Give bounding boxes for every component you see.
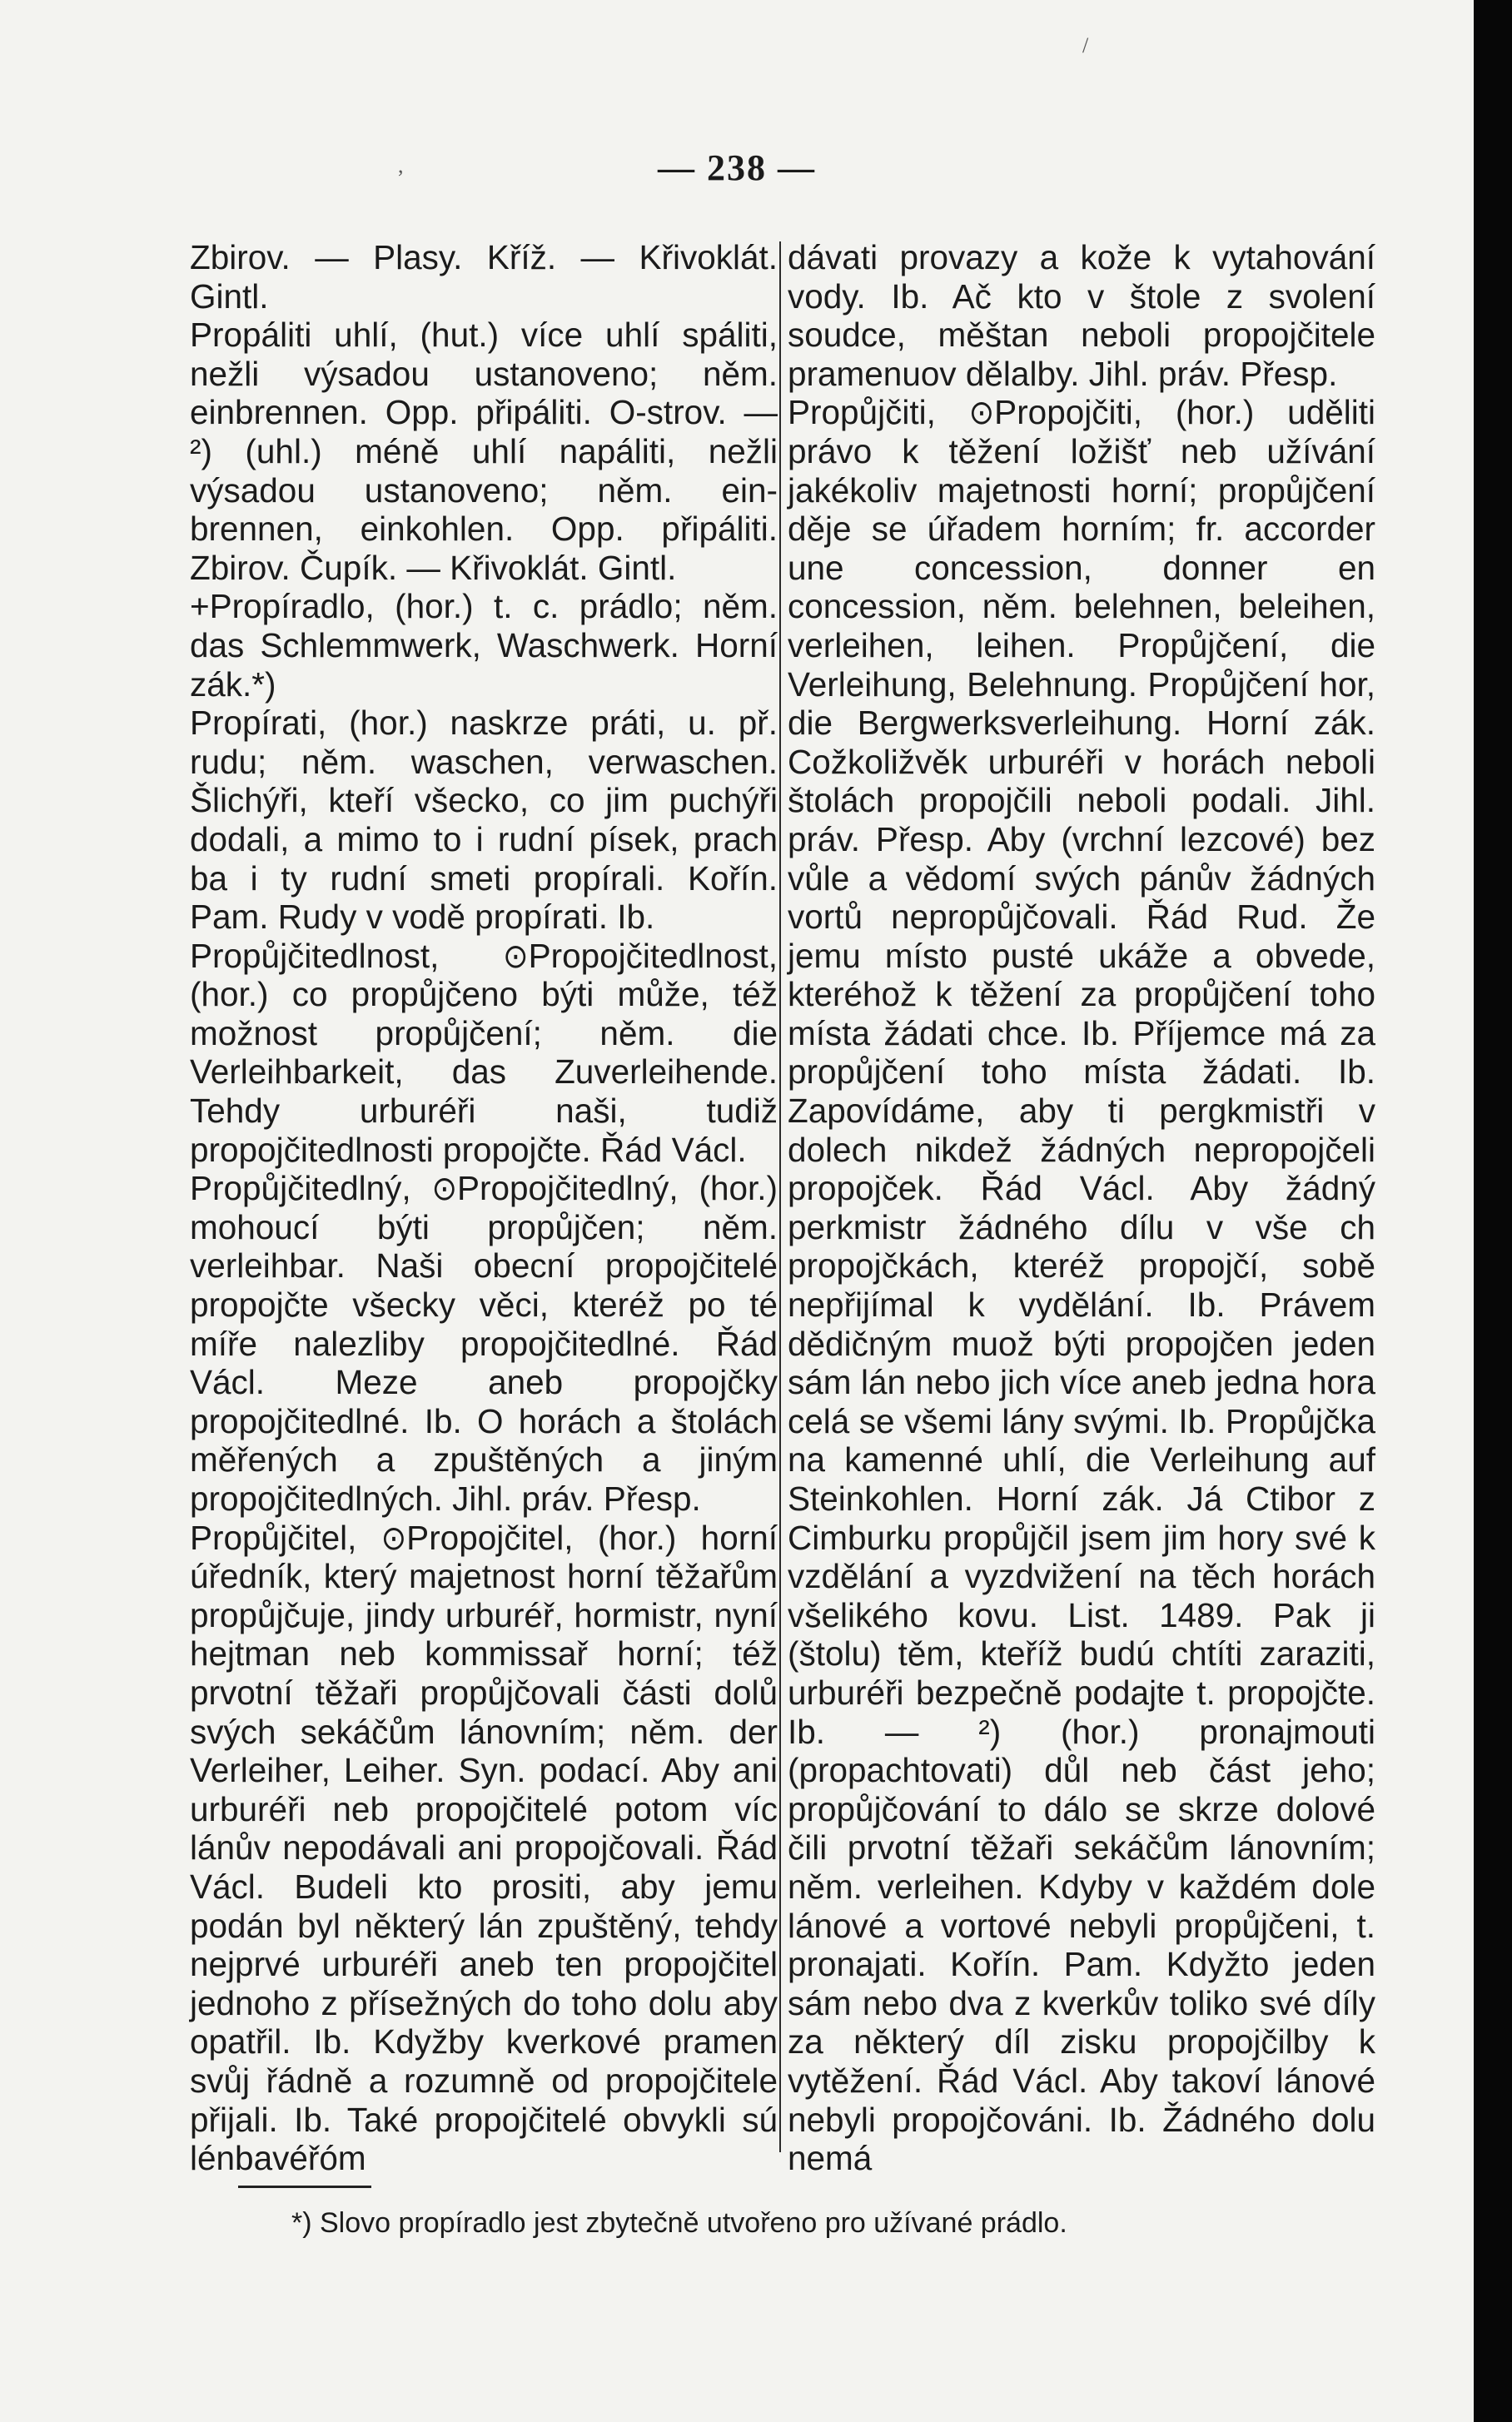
page-number: — 238 — xyxy=(658,147,816,188)
right-column xyxy=(788,238,1375,2178)
right-column-text: dávati provazy a kože k vytahování vody. Ib. Ač kto v štole z svolení soudce, měštan neboli propojčitele pramenuov dělalby. Jihl. práv. Přesp. Propůjčiti, ⊙Propojčiti, (hor.) uděliti právo k těžení ložišť neb užívání jakékoliv majetnosti horní; propůjčení děje se úřadem horním; fr. accorder une concession, donner en concession, něm. belehnen, beleihen, verleihen, leihen. Propůjčení, die Verleihung, Belehnung. Propůjčení hor, die Bergwerksverleihung. Horní zák. Cožkoližvěk urburéři v horách neboli štolách propojčili neboli podali. Jihl. práv. Přesp. Aby (vrchní lezcové) bez vůle a vědomí svých pánův žádných vortů nepropůjčovali. Řád Rud. Že jemu místo pusté ukáže a obvede, kteréhož k těžení za propůjčení toho místa žádati chce. Ib. Příjemce má za propůjčení toho místa žádati. Ib. Zapovídáme, aby ti pergkmistři v dolech nikdež žádných nepropojčeli propojček. Řád Václ. Aby žádný perkmistr žádného dílu v vše ch propojčkách, kteréž propojčí, sobě nepřijímal k vydělání. Ib. Právem dědičným muož býti propojčen jeden sám lán nebo jich více aneb jedna hora celá se všemi lány svými. Ib. Propůjčka na kamenné uhlí, die Verleihung auf Steinkohlen. Horní zák. Já Ctibor z Cimburku propůjčil jsem jim hory své k vzdělání a vyzdvižení na těch horách všelikého kovu. List. 1489. Pak ji (štolu) těm, kteříž budú chtíti zaraziti, urburéři bezpečně podajte t. propojčte. Ib. — ²) (hor.) pronajmouti (propachtovati) důl neb část jeho; propůjčování to dálo se skrze dolové čili prvotní těžaři sekáčům lánovním; něm. verleihen. Kdyby v každém dole lánové a vortové nebyli propůjčeni, t. pronajati. Kořín. Pam. Kdyžto jeden sám nebo dva z kverkův toliko své díly za některý díl zisku propojčilby k vytěžení. Řád Václ. Aby takoví lánové nebyli propojčováni. Ib. Žádného dolu nemá xyxy=(788,238,1375,2178)
scan-mark: / xyxy=(1082,33,1089,57)
column-divider xyxy=(779,241,781,2152)
left-column xyxy=(190,238,778,2178)
left-column-text: Zbirov. — Plasy. Kříž. — Křivoklát. Gintl. Propáliti uhlí, (hut.) více uhlí spáliti, nežli výsadou ustanoveno; něm. einbrennen. Opp. připáliti. O-strov. — ²) (uhl.) méně uhlí napáliti, nežli výsadou ustanoveno; něm. ein-brennen, einkohlen. Opp. připáliti. Zbirov. Čupík. — Křivoklát. Gintl. +Propíradlo, (hor.) t. c. prádlo; něm. das Schlemmwerk, Waschwerk. Horní zák.*) Propírati, (hor.) naskrze práti, u. př. rudu; něm. waschen, verwaschen. Šlichýři, kteří všecko, co jim puchýři dodali, a mimo to i rudní písek, prach ba i ty rudní smeti propírali. Kořín. Pam. Rudy v vodě propírati. Ib. Propůjčitedlnost, ⊙Propojčitedlnost, (hor.) co propůjčeno býti může, též možnost propůjčení; něm. die Verleihbarkeit, das Zuverleihende. Tehdy urburéři naši, tudiž propojčitedlnosti propojčte. Řád Václ. Propůjčitedlný, ⊙Propojčitedlný, (hor.) mohoucí býti propůjčen; něm. verleihbar. Naši obecní propojčitelé propojčte všecky věci, kteréž po té míře nalezliby propojčitedlné. Řád Václ. Meze aneb propojčky propojčitedlné. Ib. O horách a štolách měřených a zpuštěných a jiným propojčitedlných. Jihl. práv. Přesp. Propůjčitel, ⊙Propojčitel, (hor.) horní úředník, který majetnost horní těžařům propůjčuje, jindy urburéř, hormistr, nyní hejtman neb kommissař horní; též prvotní těžaři propůjčovali části dolů svých sekáčům lánovním; něm. der Verleiher, Leiher. Syn. podací. Aby ani urburéři neb propojčitelé potom víc lánův nepodávali ani propojčovali. Řád Václ. Budeli kto prositi, aby jemu podán byl některý lán zpuštěný, tehdy nejprvé urburéři aneb ten propojčitel jednoho z přísežných do toho dolu aby opatřil. Ib. Kdyžby kverkové pramen svůj řádně a rozumně od propojčitele přijali. Ib. Také propojčitelé obvykli sú lénbavéřóm xyxy=(190,238,778,2178)
scan-border xyxy=(1474,0,1512,2422)
footnote: *) Slovo propíradlo jest zbytečně utvořeno pro užívané prádlo. xyxy=(291,2207,1067,2239)
footnote-divider xyxy=(238,2186,371,2188)
scan-mark: , xyxy=(398,153,404,177)
